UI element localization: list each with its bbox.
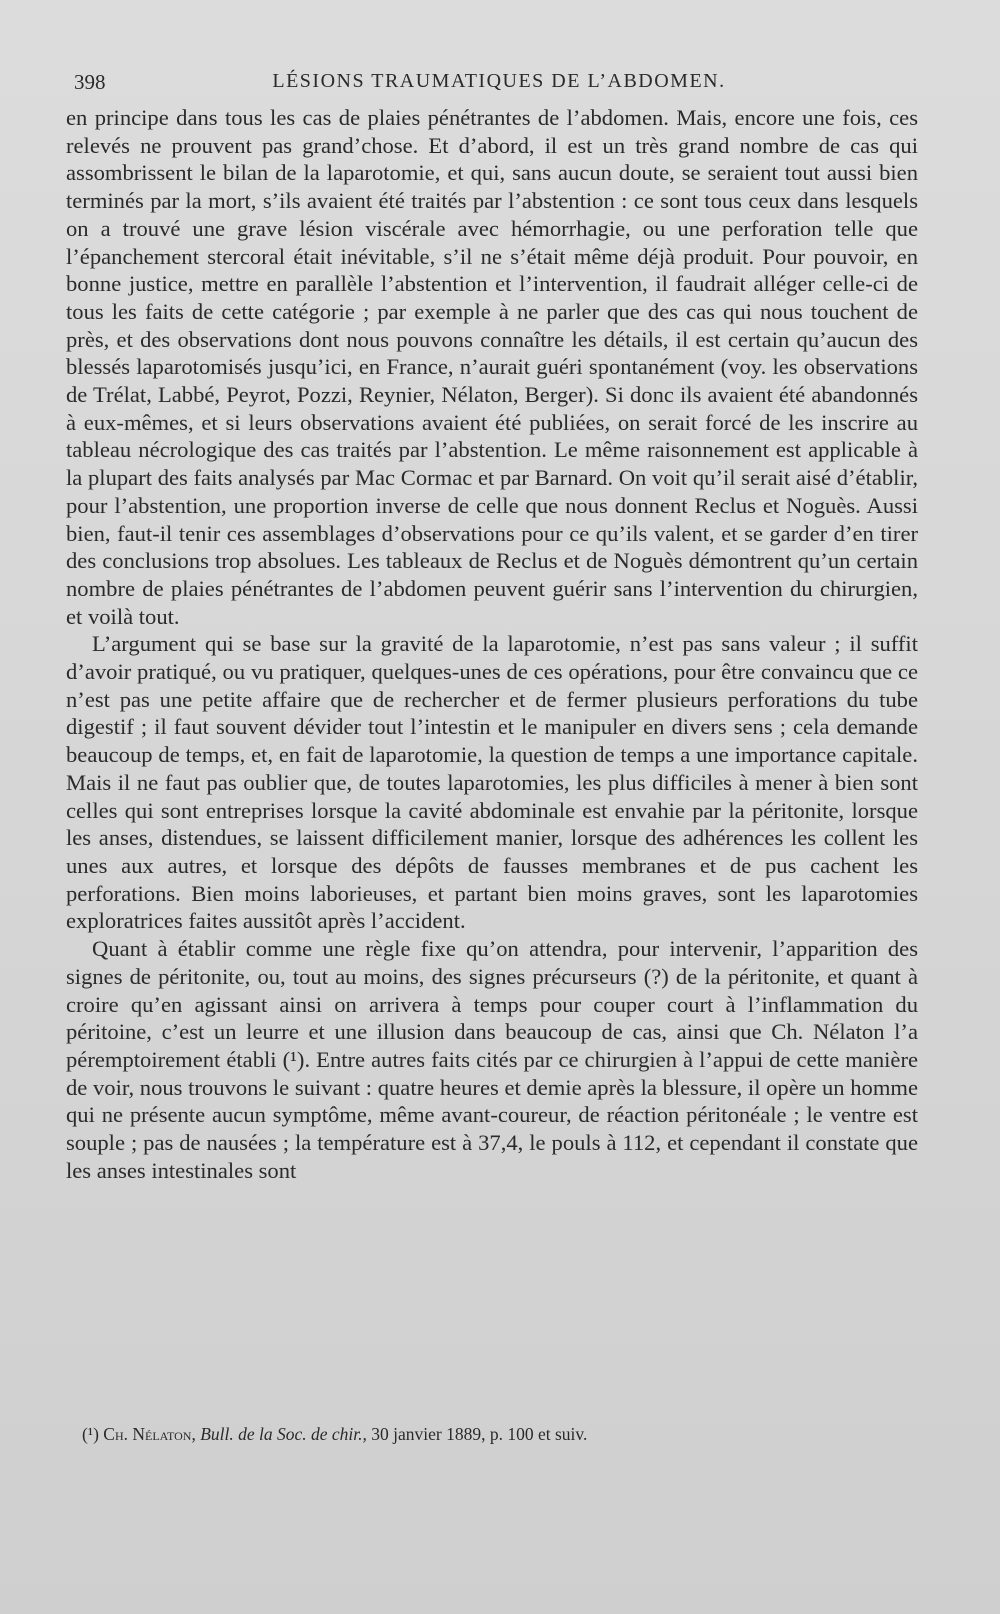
- running-head: LÉSIONS TRAUMATIQUES DE L’ABDOMEN.: [272, 70, 726, 92]
- footnote: [82, 1423, 912, 1445]
- paragraph-1: en principe dans tous les cas de plaies pénétrantes de l’abdomen. Mais, encore une fois, ces relevés ne prouvent pas grand’chose. Et d’abord, il est un très grand nombre de cas qui assombrissent le bilan de la laparotomie, et qui, sans aucun doute, se seraient tout aussi bien terminés par la mort, s’ils avaient été traités par l’abstention : ce sont tous ceux dans lesquels on a trouvé une grave lésion viscérale avec hémorrhagie, ou une perforation telle que l’épanchement stercoral était inévitable, s’il ne s’était même déjà produit. Pour pouvoir, en bonne justice, mettre en parallèle l’abstention et l’intervention, il faudrait alléger celle-ci de tous les faits de cette catégorie ; par exemple à ne parler que des cas qui nous touchent de près, et des observations dont nous pouvons connaître les détails, il est certain qu’aucun des blessés laparotomisés jusqu’ici, en France, n’aurait guéri spontanément (voy. les observations de Trélat, Labbé, Peyrot, Pozzi, Reynier, Nélaton, Berger). Si donc ils avaient été abandonnés à eux-mêmes, et si leurs observations avaient été publiées, on serait forcé de les inscrire au tableau nécrologique des cas traités par l’abstention. Le même raisonnement est applicable à la plupart des faits analysés par Mac Cormac et par Barnard. On voit qu’il serait aisé d’établir, pour l’abstention, une proportion inverse de celle que nous donnent Reclus et Noguès. Aussi bien, faut-il tenir ces assemblages d’observations pour ce qu’ils valent, et se garder d’en tirer des conclusions trop absolues. Les tableaux de Reclus et de Noguès démontrent qu’un certain nombre de plaies pénétrantes de l’abdomen peuvent guérir sans l’intervention du chirurgien, et voilà tout.: [66, 105, 918, 629]
- footnote-journal: Bull. de la Soc. de chir.,: [200, 1424, 367, 1444]
- page-number: 398: [74, 70, 106, 94]
- footnote-marker: (¹): [82, 1424, 99, 1444]
- page-header: [74, 70, 924, 102]
- body-text: [66, 104, 918, 1184]
- footnote-details: 30 janvier 1889, p. 100 et suiv.: [371, 1424, 588, 1444]
- paragraph-2: L’argument qui se base sur la gravité de la laparotomie, n’est pas sans valeur ; il suffit d’avoir pratiqué, ou vu pratiquer, quelques-unes de ces opérations, pour être convaincu que ce n’est pas une petite affaire que de rechercher et de fermer plusieurs perforations du tube digestif ; il faut souvent dévider tout l’intestin et le manipuler en divers sens ; cela demande beaucoup de temps, et, en fait de laparotomie, la question de temps a une importance capitale. Mais il ne faut pas oublier que, de toutes laparotomies, les plus difficiles à mener à bien sont celles qui sont entreprises lorsque la cavité abdominale est envahie par la péritonite, lorsque les anses, distendues, se laissent difficilement manier, lorsque des adhérences les collent les unes aux autres, et lorsque des dépôts de fausses membranes et de pus cachent les perforations. Bien moins laborieuses, et partant bien moins graves, sont les laparotomies exploratrices faites aussitôt après l’accident.: [66, 631, 918, 934]
- paragraph-3: Quant à établir comme une règle fixe qu’on attendra, pour intervenir, l’apparition des signes de péritonite, ou, tout au moins, des signes précurseurs (?) de la péritonite, et quant à croire qu’en agissant ainsi on arrivera à temps pour couper court à l’inflammation du péritoine, c’est un leurre et une illusion dans beaucoup de cas, ainsi que Ch. Nélaton l’a péremptoirement établi (¹). Entre autres faits cités par ce chirurgien à l’appui de cette manière de voir, nous trouvons le suivant : quatre heures et demie après la blessure, il opère un homme qui ne présente aucun symptôme, même avant-coureur, de réaction péritonéale ; le ventre est souple ; pas de nausées ; la température est à 37,4, le pouls à 112, et cependant il constate que les anses intestinales sont: [66, 936, 918, 1183]
- footnote-author: Ch. Nélaton,: [103, 1424, 196, 1444]
